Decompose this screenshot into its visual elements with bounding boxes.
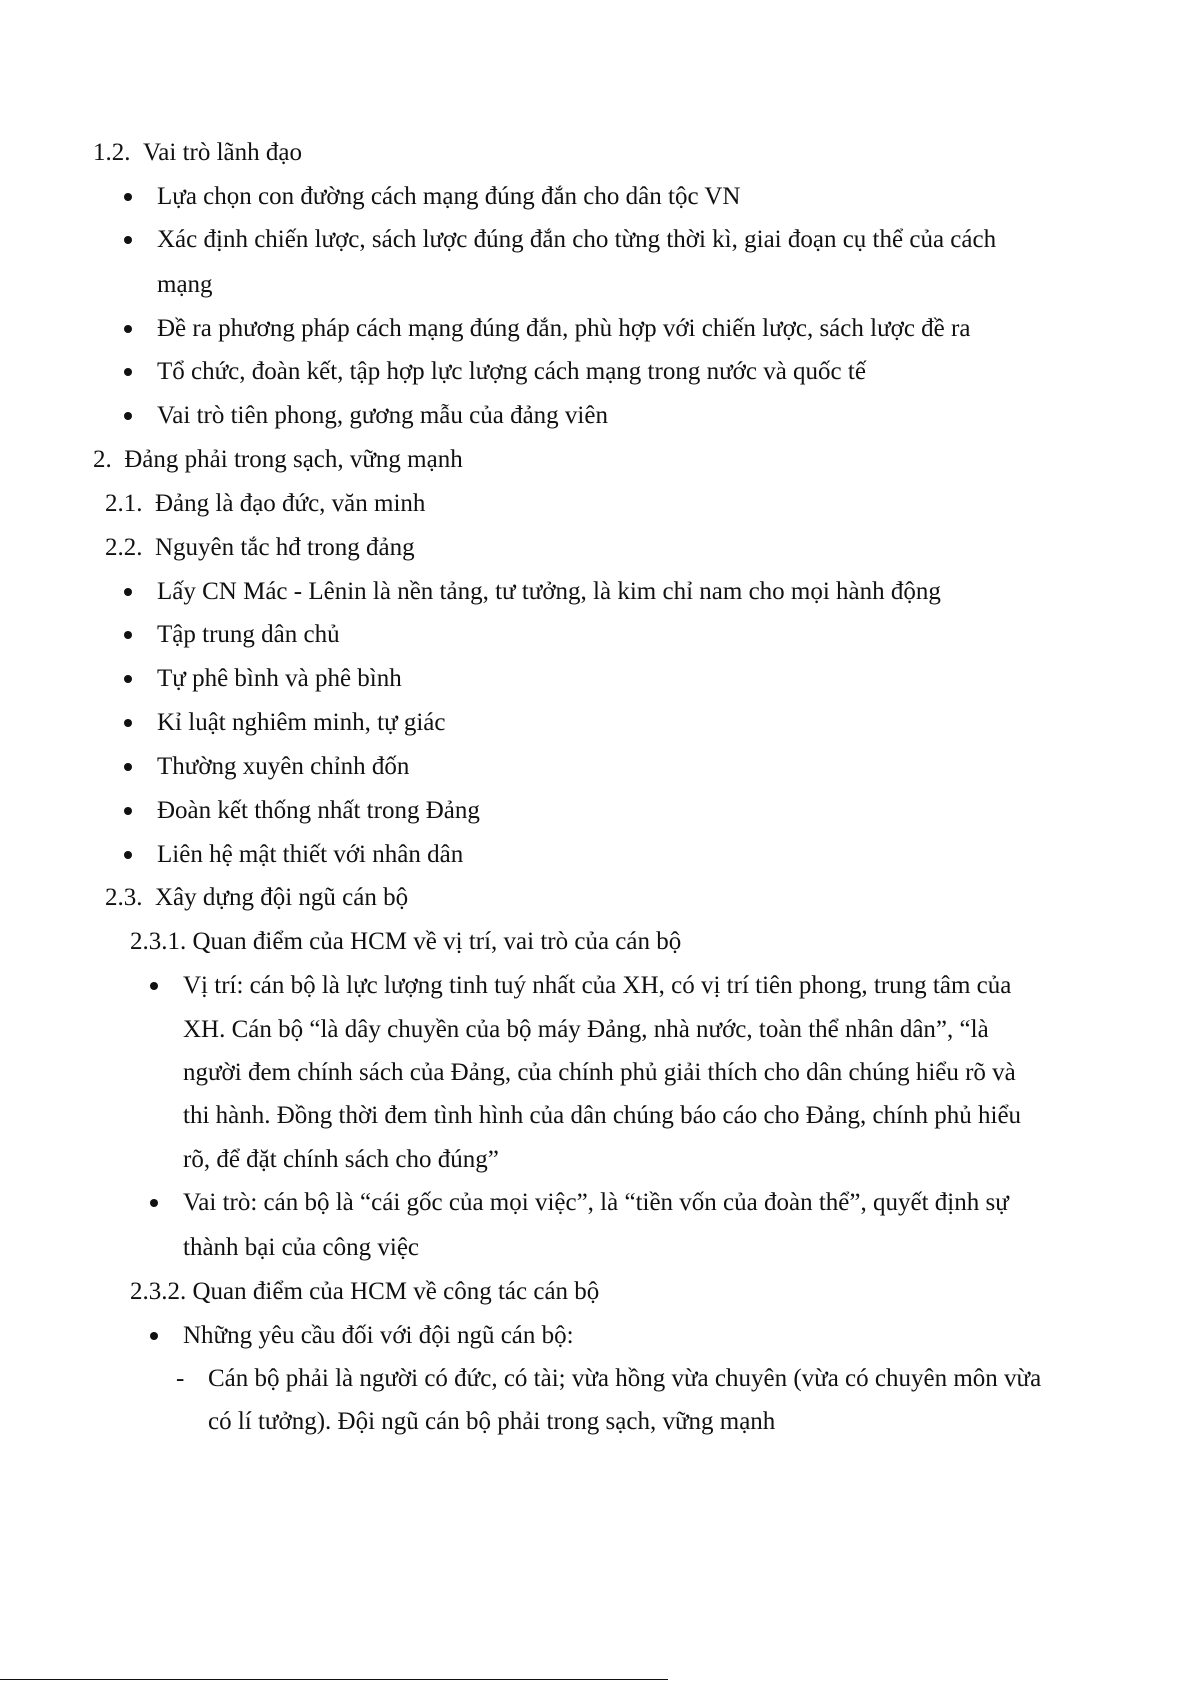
paragraph-line: có lí tưởng). Đội ngũ cán bộ phải trong sạch, vững mạnh (208, 1408, 776, 1435)
dash-marker: - (176, 1365, 185, 1392)
paragraph-line: Vị trí: cán bộ là lực lượng tinh tuý nhất của XH, có vị trí tiên phong, trung tâm của (183, 972, 1012, 999)
list-item: Vai trò tiên phong, gương mẫu của đảng viên (157, 402, 608, 429)
bullet-dot-icon (150, 1332, 158, 1340)
bullet-dot-icon (124, 807, 132, 815)
bullet-dot-icon (124, 325, 132, 333)
bullet-dot-icon (150, 982, 158, 990)
heading-number: 2.2. (105, 534, 143, 561)
list-item: Đoàn kết thống nhất trong Đảng (157, 797, 480, 824)
paragraph-line: Vai trò: cán bộ là “cái gốc của mọi việc”, là “tiền vốn của đoàn thể”, quyết định sự (183, 1189, 1009, 1216)
heading-title: Vai trò lãnh đạo (143, 139, 302, 166)
heading-title: Xây dựng đội ngũ cán bộ (155, 884, 409, 911)
list-item: Đề ra phương pháp cách mạng đúng đắn, phù hợp với chiến lược, sách lược đề ra (157, 315, 971, 342)
heading-2-3 (105, 883, 408, 913)
list-item: Liên hệ mật thiết với nhân dân (157, 841, 464, 868)
heading-title: Quan điểm của HCM về vị trí, vai trò của cán bộ (192, 928, 682, 955)
list-item: Tự phê bình và phê bình (157, 665, 402, 692)
bullet-dot-icon (150, 1199, 158, 1207)
heading-1-2 (93, 138, 302, 168)
heading-title: Đảng phải trong sạch, vững mạnh (124, 446, 463, 473)
heading-title: Đảng là đạo đức, văn minh (155, 490, 426, 517)
bullet-dot-icon (124, 719, 132, 727)
heading-2-2 (105, 533, 415, 563)
paragraph-line: rõ, để đặt chính sách cho đúng” (183, 1146, 499, 1173)
heading-number: 2.1. (105, 490, 143, 517)
heading-number: 2.3. (105, 884, 143, 911)
bullet-dot-icon (124, 763, 132, 771)
heading-2 (93, 445, 463, 475)
list-item: Kỉ luật nghiêm minh, tự giác (157, 709, 446, 736)
bullet-dot-icon (124, 675, 132, 683)
list-item: Xác định chiến lược, sách lược đúng đắn cho từng thời kì, giai đoạn cụ thể của cách (157, 226, 997, 253)
heading-2-3-2 (130, 1277, 599, 1307)
heading-number: 2. (93, 446, 112, 473)
bullet-dot-icon (124, 193, 132, 201)
list-item: Lựa chọn con đường cách mạng đúng đắn cho dân tộc VN (157, 183, 741, 210)
paragraph-line: người đem chính sách của Đảng, của chính phủ giải thích cho dân chúng hiểu rõ và (183, 1059, 1016, 1086)
heading-2-3-1 (130, 927, 681, 957)
heading-number: 2.3.2. (130, 1278, 187, 1305)
bullet-dot-icon (124, 851, 132, 859)
heading-number: 2.3.1. (130, 928, 187, 955)
bullet-dot-icon (124, 412, 132, 420)
list-item: Thường xuyên chỉnh đốn (157, 753, 410, 780)
list-item: Lấy CN Mác - Lênin là nền tảng, tư tưởng, là kim chỉ nam cho mọi hành động (157, 578, 941, 605)
list-item: Tổ chức, đoàn kết, tập hợp lực lượng cách mạng trong nước và quốc tế (157, 358, 866, 385)
list-item: Tập trung dân chủ (157, 621, 340, 648)
footer-divider (0, 1679, 668, 1680)
heading-title: Quan điểm của HCM về công tác cán bộ (192, 1278, 600, 1305)
bullet-dot-icon (124, 631, 132, 639)
bullet-dot-icon (124, 368, 132, 376)
paragraph-line: XH. Cán bộ “là dây chuyền của bộ máy Đảng, nhà nước, toàn thể nhân dân”, “là (183, 1016, 989, 1043)
paragraph-line: Cán bộ phải là người có đức, có tài; vừa hồng vừa chuyên (vừa có chuyên môn vừa (208, 1365, 1042, 1392)
bullet-dot-icon (124, 588, 132, 596)
bullet-dot-icon (124, 236, 132, 244)
paragraph-line: thành bại của công việc (183, 1234, 420, 1261)
list-item-continuation: mạng (157, 271, 213, 298)
paragraph-line: thi hành. Đồng thời đem tình hình của dân chúng báo cáo cho Đảng, chính phủ hiểu (183, 1102, 1022, 1129)
heading-2-1 (105, 489, 425, 519)
heading-title: Nguyên tắc hđ trong đảng (155, 534, 415, 561)
list-item: Những yêu cầu đối với đội ngũ cán bộ: (183, 1322, 574, 1349)
heading-number: 1.2. (93, 139, 131, 166)
